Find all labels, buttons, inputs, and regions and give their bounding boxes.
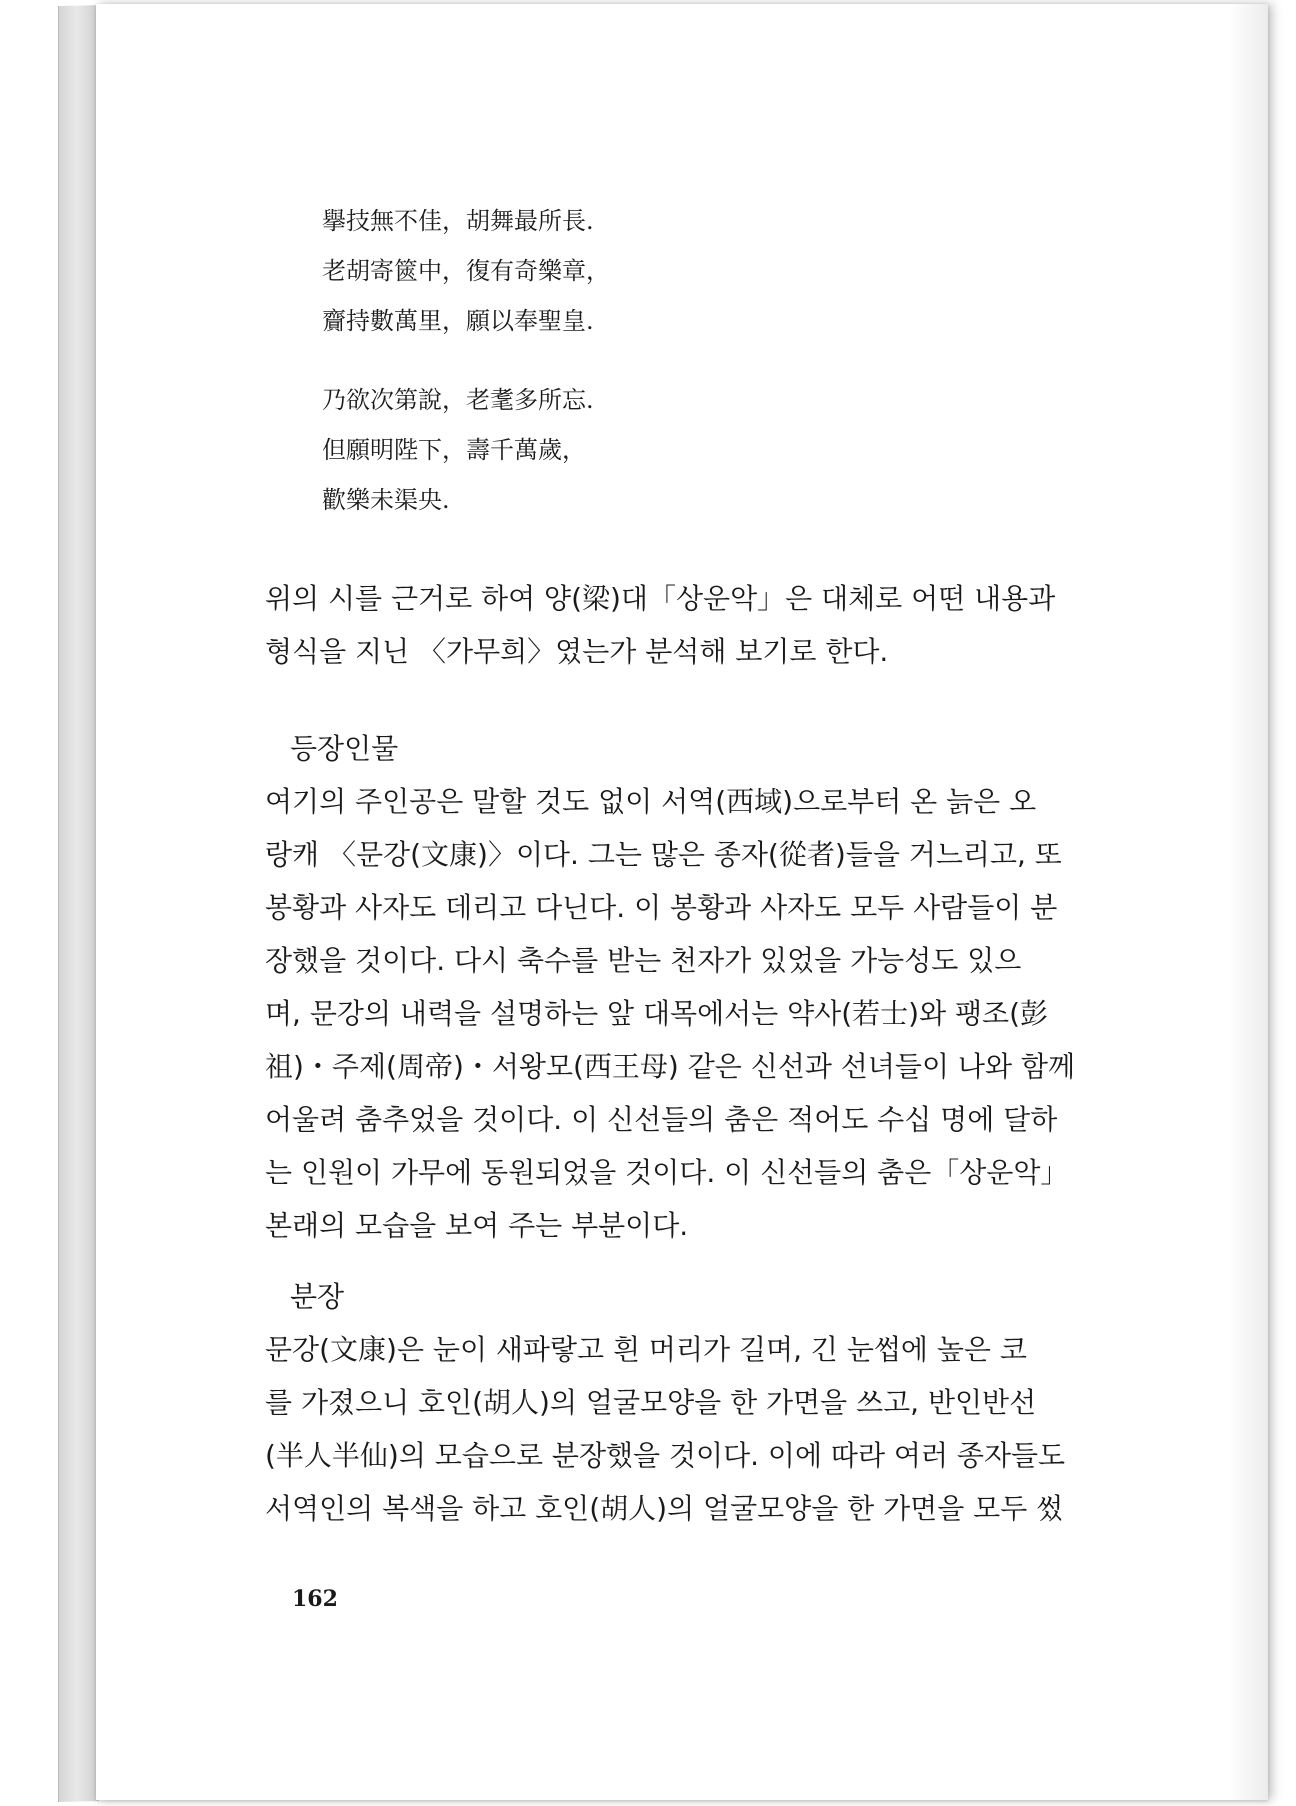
text-line: 위의 시를 근거로 하여 양(梁)대「상운악」은 대체로 어떤 내용과 — [265, 582, 1056, 615]
poem-stanza-1 — [322, 196, 610, 346]
text-line: 祖)・주제(周帝)・서왕모(西王母) 같은 신선과 선녀들이 나와 함께 — [265, 1050, 1075, 1083]
costume-paragraph — [265, 1323, 1115, 1535]
book-spine-edge — [58, 5, 99, 1802]
text-line: 문강(文康)은 눈이 새파랗고 흰 머리가 길며, 긴 눈썹에 높은 코 — [265, 1333, 1027, 1366]
section-heading-characters: 등장인물 — [290, 732, 399, 765]
poem-line: 乃欲次第說，老耄多所忘. — [322, 386, 594, 414]
characters-paragraph — [265, 775, 1115, 1252]
text-line: 랑캐 〈문강(文康)〉이다. 그는 많은 종자(從者)들을 거느리고, 또 — [265, 838, 1062, 871]
poem-line: 擧技無不佳，胡舞最所長. — [322, 207, 594, 235]
text-line: 는 인원이 가무에 동원되었을 것이다. 이 신선들의 춤은「상운악」 — [265, 1156, 1069, 1189]
page-number: 162 — [292, 1586, 338, 1612]
poem-line: 歡樂未渠央. — [322, 486, 450, 514]
text-line: 장했을 것이다. 다시 축수를 받는 천자가 있었을 가능성도 있으 — [265, 944, 1022, 977]
poem-line: 齎持數萬里，願以奉聖皇. — [322, 307, 594, 335]
text-line: 형식을 지닌 〈가무희〉였는가 분석해 보기로 한다. — [265, 635, 889, 668]
text-line: (半人半仙)의 모습으로 분장했을 것이다. 이에 따라 여러 종자들도 — [265, 1439, 1066, 1472]
poem-line: 老胡寄篋中，復有奇樂章， — [322, 257, 610, 285]
section-heading-costume: 분장 — [290, 1280, 345, 1313]
intro-paragraph — [265, 572, 1115, 678]
text-line: 를 가졌으니 호인(胡人)의 얼굴모양을 한 가면을 쓰고, 반인반선 — [265, 1386, 1037, 1419]
text-line: 봉황과 사자도 데리고 다닌다. 이 봉황과 사자도 모두 사람들이 분 — [265, 891, 1058, 924]
text-line: 며, 문강의 내력을 설명하는 앞 대목에서는 약사(若士)와 팽조(彭 — [265, 997, 1049, 1030]
text-line: 본래의 모습을 보여 주는 부분이다. — [265, 1209, 689, 1242]
text-line: 서역인의 복색을 하고 호인(胡人)의 얼굴모양을 한 가면을 모두 썼 — [265, 1492, 1064, 1525]
text-line: 어울려 춤추었을 것이다. 이 신선들의 춤은 적어도 수십 명에 달하 — [265, 1103, 1058, 1136]
poem-stanza-2 — [322, 375, 594, 525]
poem-line: 但願明陛下，壽千萬歲， — [322, 436, 586, 464]
page-shadow — [1228, 4, 1268, 1800]
text-line: 여기의 주인공은 말할 것도 없이 서역(西域)으로부터 온 늙은 오 — [265, 785, 1037, 818]
